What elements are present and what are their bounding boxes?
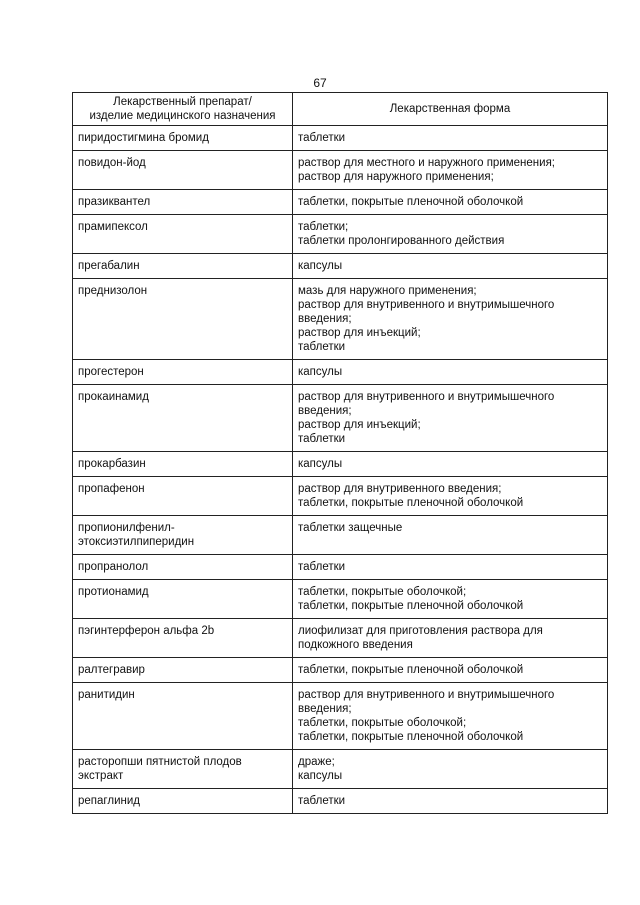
table-row [73, 452, 608, 477]
drug-name-line: экстракт [78, 770, 124, 782]
table-row [73, 580, 608, 619]
dosage-form-line: капсулы [298, 366, 343, 378]
table-row [73, 683, 608, 750]
drug-name-cell [73, 619, 293, 658]
drug-name-line: повидон-йод [78, 157, 146, 169]
table-row [73, 385, 608, 452]
drug-name-cell [73, 151, 293, 190]
drug-name-cell [73, 254, 293, 279]
drug-name-line: пиридостигмина бромид [78, 132, 209, 144]
dosage-form-line: таблетки [298, 561, 346, 573]
drug-name-line: ралтегравир [78, 664, 145, 676]
dosage-form-line: раствор для местного и наружного применения; [298, 157, 555, 169]
dosage-form-line: раствор для внутривенного и внутримышечного [298, 299, 555, 311]
table-row [73, 254, 608, 279]
dosage-form-cell [293, 279, 608, 360]
drug-name-cell [73, 750, 293, 789]
header-line: изделие медицинского назначения [89, 110, 276, 122]
header-dosage-form [293, 93, 608, 126]
dosage-form-line: подкожного введения [298, 639, 413, 651]
header-drug-name [73, 93, 293, 126]
table-row [73, 789, 608, 814]
dosage-form-line: раствор для инъекций; [298, 419, 421, 431]
dosage-form-line: капсулы [298, 770, 343, 782]
drug-name-cell [73, 452, 293, 477]
drug-name-cell [73, 360, 293, 385]
drug-name-line: прокаинамид [78, 391, 149, 403]
drug-name-cell [73, 215, 293, 254]
table-row [73, 215, 608, 254]
drug-name-line: пропранолол [78, 561, 149, 573]
dosage-form-line: таблетки [298, 132, 346, 144]
dosage-form-line: таблетки пролонгированного действия [298, 235, 505, 247]
dosage-form-cell [293, 126, 608, 151]
dosage-form-cell [293, 477, 608, 516]
dosage-form-cell [293, 385, 608, 452]
dosage-form-line: введения; [298, 405, 352, 417]
drug-name-line: празиквантел [78, 196, 151, 208]
table-row [73, 516, 608, 555]
table-row [73, 555, 608, 580]
table-row [73, 477, 608, 516]
dosage-form-line: раствор для инъекций; [298, 327, 421, 339]
dosage-form-line: таблетки, покрытые пленочной оболочкой [298, 600, 524, 612]
dosage-form-line: капсулы [298, 260, 343, 272]
dosage-form-line: введения; [298, 313, 352, 325]
drug-name-cell [73, 789, 293, 814]
dosage-form-cell [293, 360, 608, 385]
drug-name-line: пропафенон [78, 483, 145, 495]
dosage-form-line: введения; [298, 703, 352, 715]
table-row [73, 126, 608, 151]
page-number: 67 [313, 76, 327, 90]
medication-table [72, 92, 608, 814]
dosage-form-line: таблетки, покрытые пленочной оболочкой [298, 664, 524, 676]
dosage-form-cell [293, 215, 608, 254]
drug-name-cell [73, 555, 293, 580]
drug-name-line: прогестерон [78, 366, 144, 378]
dosage-form-cell [293, 151, 608, 190]
dosage-form-line: раствор для внутривенного и внутримышечного [298, 689, 555, 701]
drug-name-line: ранитидин [78, 689, 135, 701]
drug-name-line: прамипексол [78, 221, 148, 233]
dosage-form-cell [293, 580, 608, 619]
table-row [73, 190, 608, 215]
header-line: Лекарственная форма [389, 103, 511, 115]
table-row [73, 658, 608, 683]
drug-name-line: преднизолон [78, 285, 148, 297]
dosage-form-line: таблетки [298, 433, 346, 445]
dosage-form-line: таблетки, покрытые пленочной оболочкой [298, 731, 524, 743]
dosage-form-line: таблетки [298, 795, 346, 807]
dosage-form-line: таблетки [298, 341, 346, 353]
drug-name-line: этоксиэтилпиперидин [78, 536, 195, 548]
table-row [73, 619, 608, 658]
drug-name-line: пэгинтерферон альфа 2b [78, 625, 215, 637]
drug-name-line: прокарбазин [78, 458, 146, 470]
drug-name-line: расторопши пятнистой плодов [78, 756, 242, 768]
drug-name-line: прегабалин [78, 260, 140, 272]
dosage-form-line: раствор для внутривенного введения; [298, 483, 502, 495]
dosage-form-line: раствор для наружного применения; [298, 171, 494, 183]
dosage-form-line: таблетки; [298, 221, 349, 233]
dosage-form-cell [293, 452, 608, 477]
drug-name-line: пропионилфенил- [78, 522, 175, 534]
dosage-form-line: капсулы [298, 458, 343, 470]
dosage-form-cell [293, 789, 608, 814]
dosage-form-line: таблетки, покрытые пленочной оболочкой [298, 497, 524, 509]
table-header-row [73, 93, 608, 126]
table-row [73, 279, 608, 360]
drug-name-cell [73, 580, 293, 619]
drug-name-cell [73, 516, 293, 555]
dosage-form-cell [293, 555, 608, 580]
dosage-form-line: таблетки, покрытые пленочной оболочкой [298, 196, 524, 208]
drug-name-cell [73, 279, 293, 360]
dosage-form-line: мазь для наружного применения; [298, 285, 477, 297]
drug-name-cell [73, 683, 293, 750]
drug-name-line: репаглинид [78, 795, 140, 807]
dosage-form-line: таблетки защечные [298, 522, 403, 534]
drug-name-line: протионамид [78, 586, 149, 598]
header-line: Лекарственный препарат/ [113, 96, 252, 108]
drug-name-cell [73, 658, 293, 683]
dosage-form-line: таблетки, покрытые оболочкой; [298, 717, 467, 729]
table-body [73, 126, 608, 814]
dosage-form-line: лиофилизат для приготовления раствора для [298, 625, 543, 637]
table-row [73, 151, 608, 190]
drug-name-cell [73, 190, 293, 215]
dosage-form-cell [293, 254, 608, 279]
dosage-form-line: драже; [298, 756, 335, 768]
drug-name-cell [73, 385, 293, 452]
table-row [73, 750, 608, 789]
dosage-form-cell [293, 683, 608, 750]
dosage-form-line: таблетки, покрытые оболочкой; [298, 586, 467, 598]
table-row [73, 360, 608, 385]
drug-name-cell [73, 126, 293, 151]
dosage-form-cell [293, 516, 608, 555]
dosage-form-cell [293, 658, 608, 683]
dosage-form-cell [293, 190, 608, 215]
dosage-form-cell [293, 750, 608, 789]
dosage-form-line: раствор для внутривенного и внутримышечного [298, 391, 555, 403]
drug-name-cell [73, 477, 293, 516]
dosage-form-cell [293, 619, 608, 658]
